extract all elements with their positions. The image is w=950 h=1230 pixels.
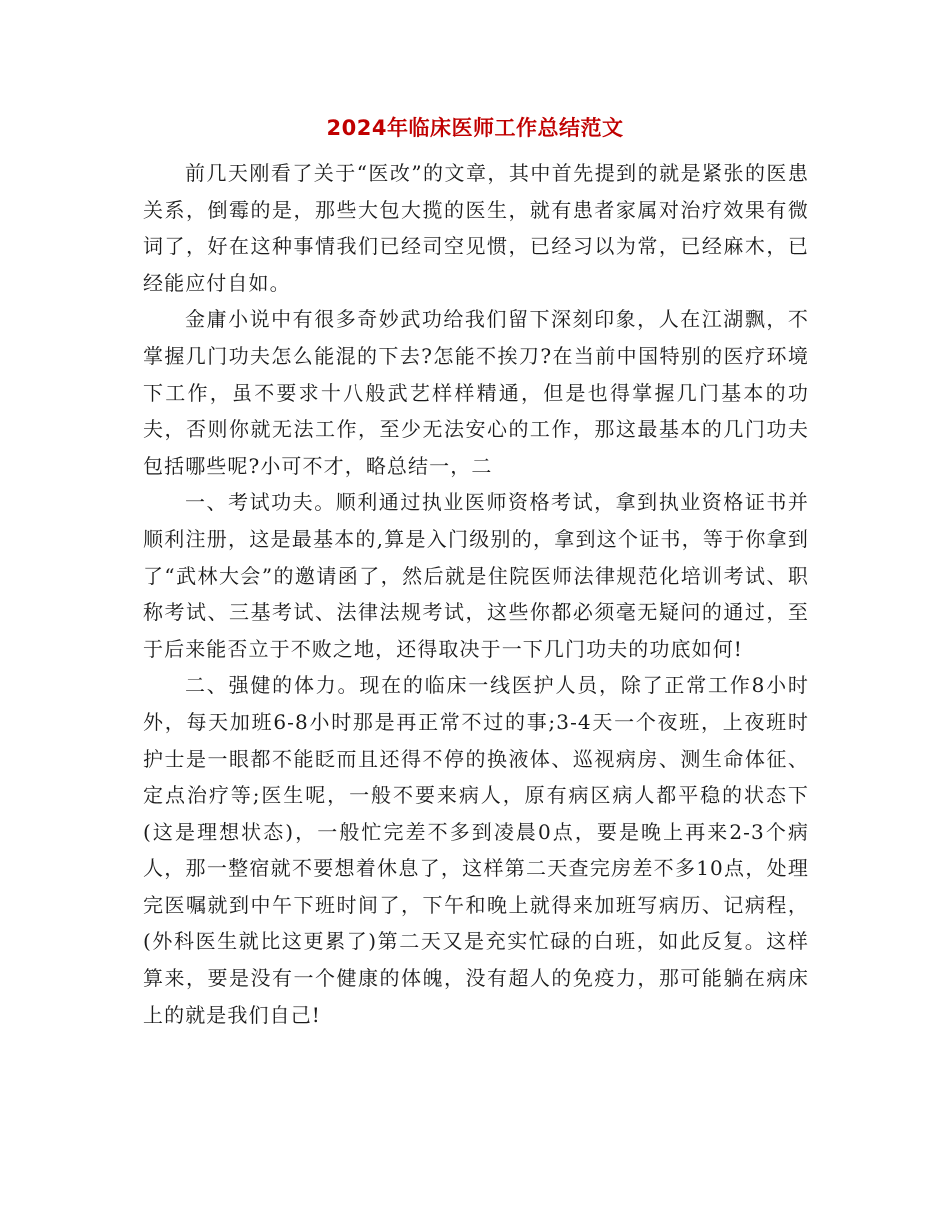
paragraph-physical-strength: 二、强健的体力。现在的临床一线医护人员，除了正常工作8小时外，每天加班6-8小时那是再正常不过的事;3-4天一个夜班，上夜班时护士是一眼都不能眨而且还得不停的换液体、巡视病房、测生命体征、定点治疗等;医生呢，一般不要来病人，原有病区病人都平稳的状态下(这是理想状态)，一般忙完差不多到凌晨0点，要是晚上再来2-3个病人，那一整宿就不要想着休息了，这样第二天查完房差不多10点，处理完医嘱就到中午下班时间了，下午和晚上就得来加班写病历、记病程，(外科医生就比这更累了)第二天又是充实忙碌的白班，如此反复。这样算来，要是没有一个健康的体魄，没有超人的免疫力，那可能躺在病床上的就是我们自己!	[143, 673, 809, 1027]
paragraph-exam-skills: 一、考试功夫。顺利通过执业医师资格考试，拿到执业资格证书并顺利注册，这是最基本的,算是入门级别的，拿到这个证书，等于你拿到了“武林大会”的邀请函了，然后就是住院医师法律规范化培训考试、职称考试、三基考试、法律法规考试，这些你都必须毫无疑问的通过，至于后来能否立于不败之地，还得取决于一下几门功夫的功底如何!	[143, 490, 809, 661]
document-body	[143, 155, 809, 1033]
paragraph-intro: 前几天刚看了关于“医改”的文章，其中首先提到的就是紧张的医患关系，倒霉的是，那些大包大揽的医生，就有患者家属对治疗效果有微词了，好在这种事情我们已经司空见惯，已经习以为常，已经麻木，已经能应付自如。	[143, 161, 809, 295]
document-title: 2024年临床医师工作总结范文	[326, 116, 624, 140]
paragraph-kungfu: 金庸小说中有很多奇妙武功给我们留下深刻印象，人在江湖飘，不掌握几门功夫怎么能混的下去?怎能不挨刀?在当前中国特别的医疗环境下工作，虽不要求十八般武艺样样精通，但是也得掌握几门基本的功夫，否则你就无法工作，至少无法安心的工作，那这最基本的几门功夫包括哪些呢?小可不才，略总结一，二	[143, 307, 809, 478]
